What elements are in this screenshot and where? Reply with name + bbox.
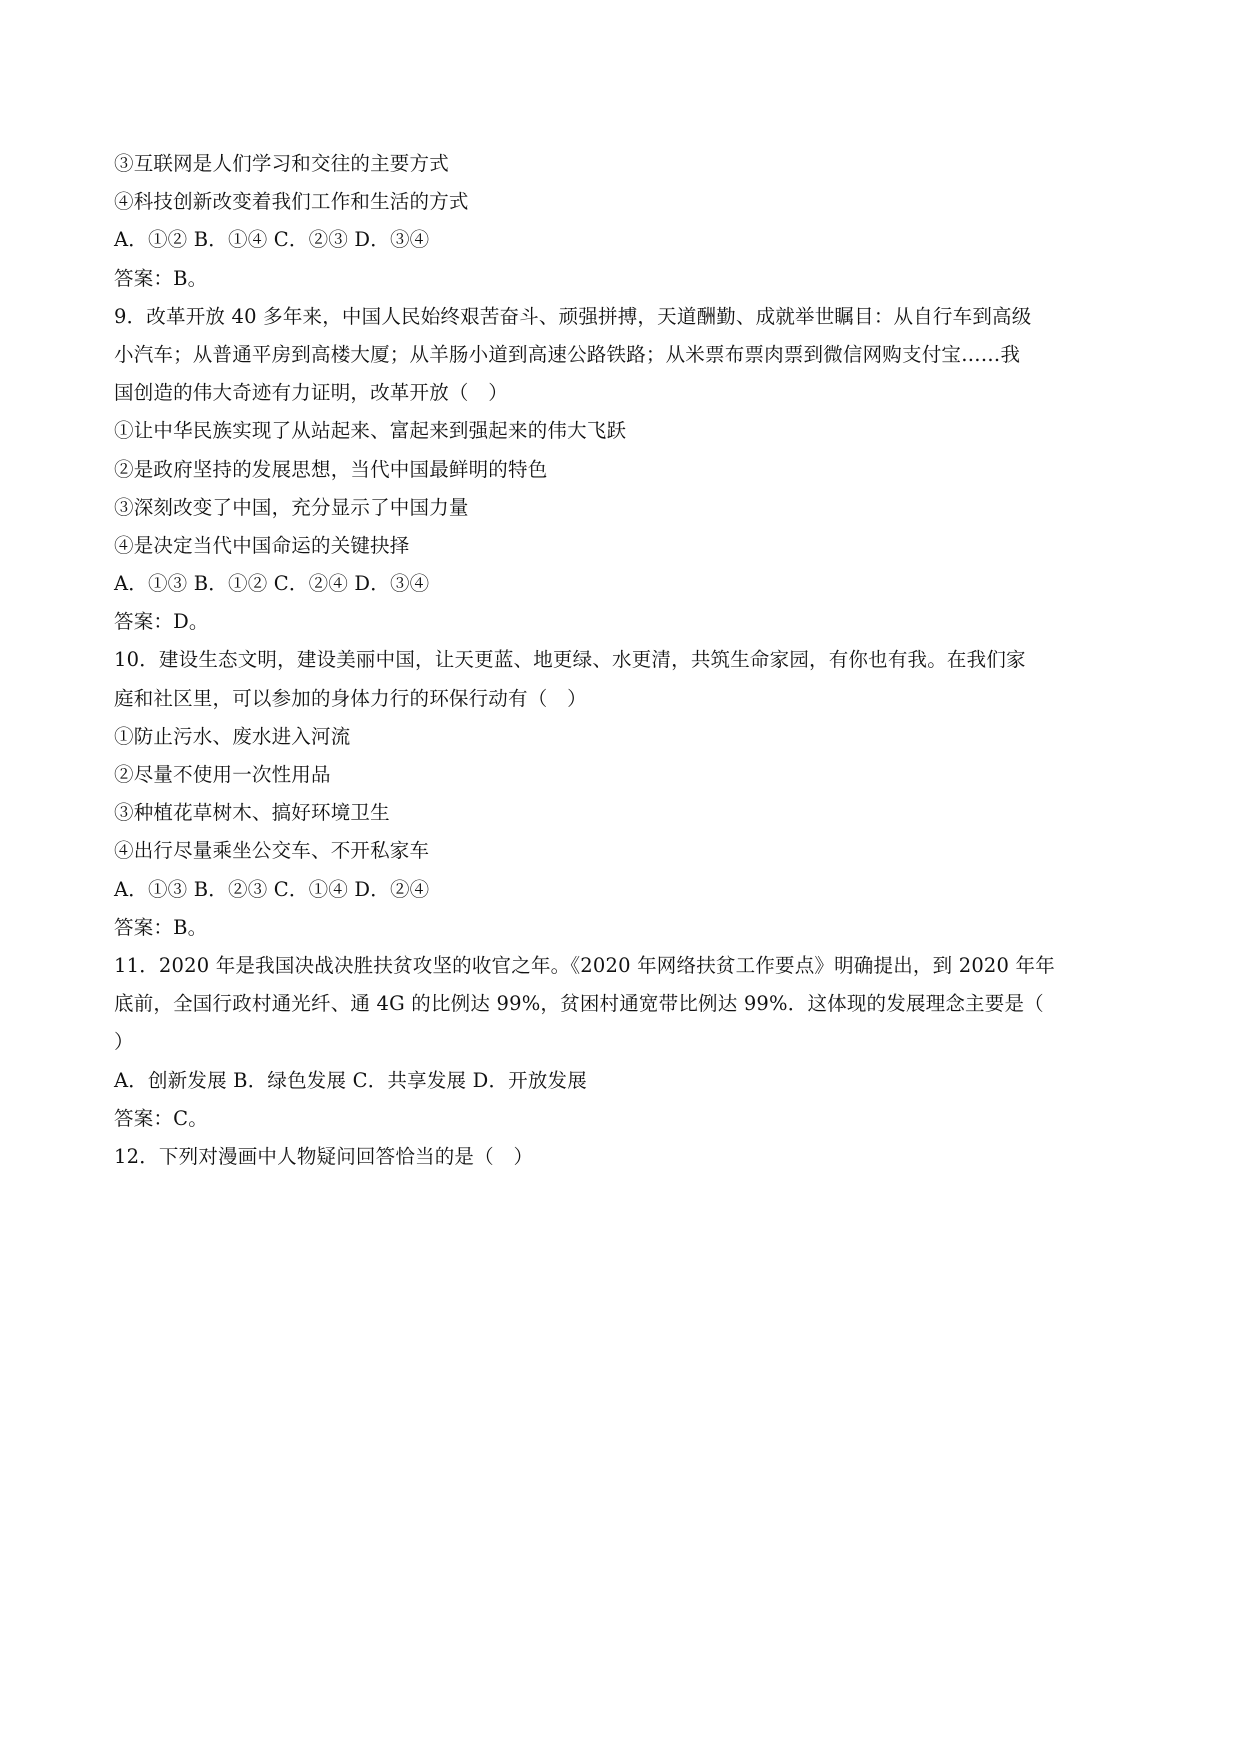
choices-line: A．①② B．①④ C．②③ D．③④ (114, 228, 430, 252)
question-9-text: 小汽车；从普通平房到高楼大厦；从羊肠小道到高速公路铁路；从米票布票肉票到微信网购支付宝……我 (114, 342, 1021, 366)
option-line: ③互联网是人们学习和交往的主要方式 (114, 152, 449, 175)
option-line: ②是政府坚持的发展思想，当代中国最鲜明的特色 (114, 457, 548, 481)
option-line: ①让中华民族实现了从站起来、富起来到强起来的伟大飞跃 (114, 419, 627, 443)
question-10-text: 庭和社区里，可以参加的身体力行的环保行动有（ ） (114, 686, 587, 710)
choices-line: A．创新发展 B．绿色发展 C．共享发展 D．开放发展 (114, 1068, 587, 1092)
choices-line: A．①③ B．②③ C．①④ D．②④ (114, 877, 430, 901)
answer-line: 答案：B。 (114, 266, 208, 290)
question-9-text: 9．改革开放 40 多年来，中国人民始终艰苦奋斗、顽强拼搏，天道酬勤、成就举世瞩目：从自行车到高级 (114, 304, 1032, 328)
answer-line: 答案：D。 (114, 610, 209, 634)
option-line: ④出行尽量乘坐公交车、不开私家车 (114, 839, 430, 863)
choices-line: A．①③ B．①② C．②④ D．③④ (114, 572, 430, 596)
question-11-text: 11．2020 年是我国决战决胜扶贫攻坚的收官之年。《2020 年网络扶贫工作要点》明确提出，到 2020 年年 (114, 953, 1055, 977)
question-12-text: 12．下列对漫画中人物疑问回答恰当的是（ ） (114, 1144, 534, 1168)
option-line: ④是决定当代中国命运的关键抉择 (114, 533, 410, 557)
option-line: ③深刻改变了中国，充分显示了中国力量 (114, 495, 469, 519)
question-9-text: 国创造的伟大奇迹有力证明，改革开放（ ） (114, 381, 509, 405)
answer-line: 答案：B。 (114, 915, 208, 939)
option-line: ③种植花草树木、搞好环境卫生 (114, 801, 390, 825)
document-body (114, 145, 1124, 1176)
question-11-text: ） (114, 1030, 134, 1054)
option-line: ②尽量不使用一次性用品 (114, 763, 331, 786)
option-line: ④科技创新改变着我们工作和生活的方式 (114, 190, 469, 214)
question-10-text: 10．建设生态文明，建设美丽中国，让天更蓝、地更绿、水更清，共筑生命家园，有你也有我。在我们家 (114, 648, 1026, 672)
option-line: ①防止污水、废水进入河流 (114, 724, 351, 748)
answer-line: 答案：C。 (114, 1106, 208, 1130)
question-11-text: 底前，全国行政村通光纤、通 4G 的比例达 99%，贫困村通宽带比例达 99%．这体现的发展理念主要是（ (114, 992, 1044, 1016)
